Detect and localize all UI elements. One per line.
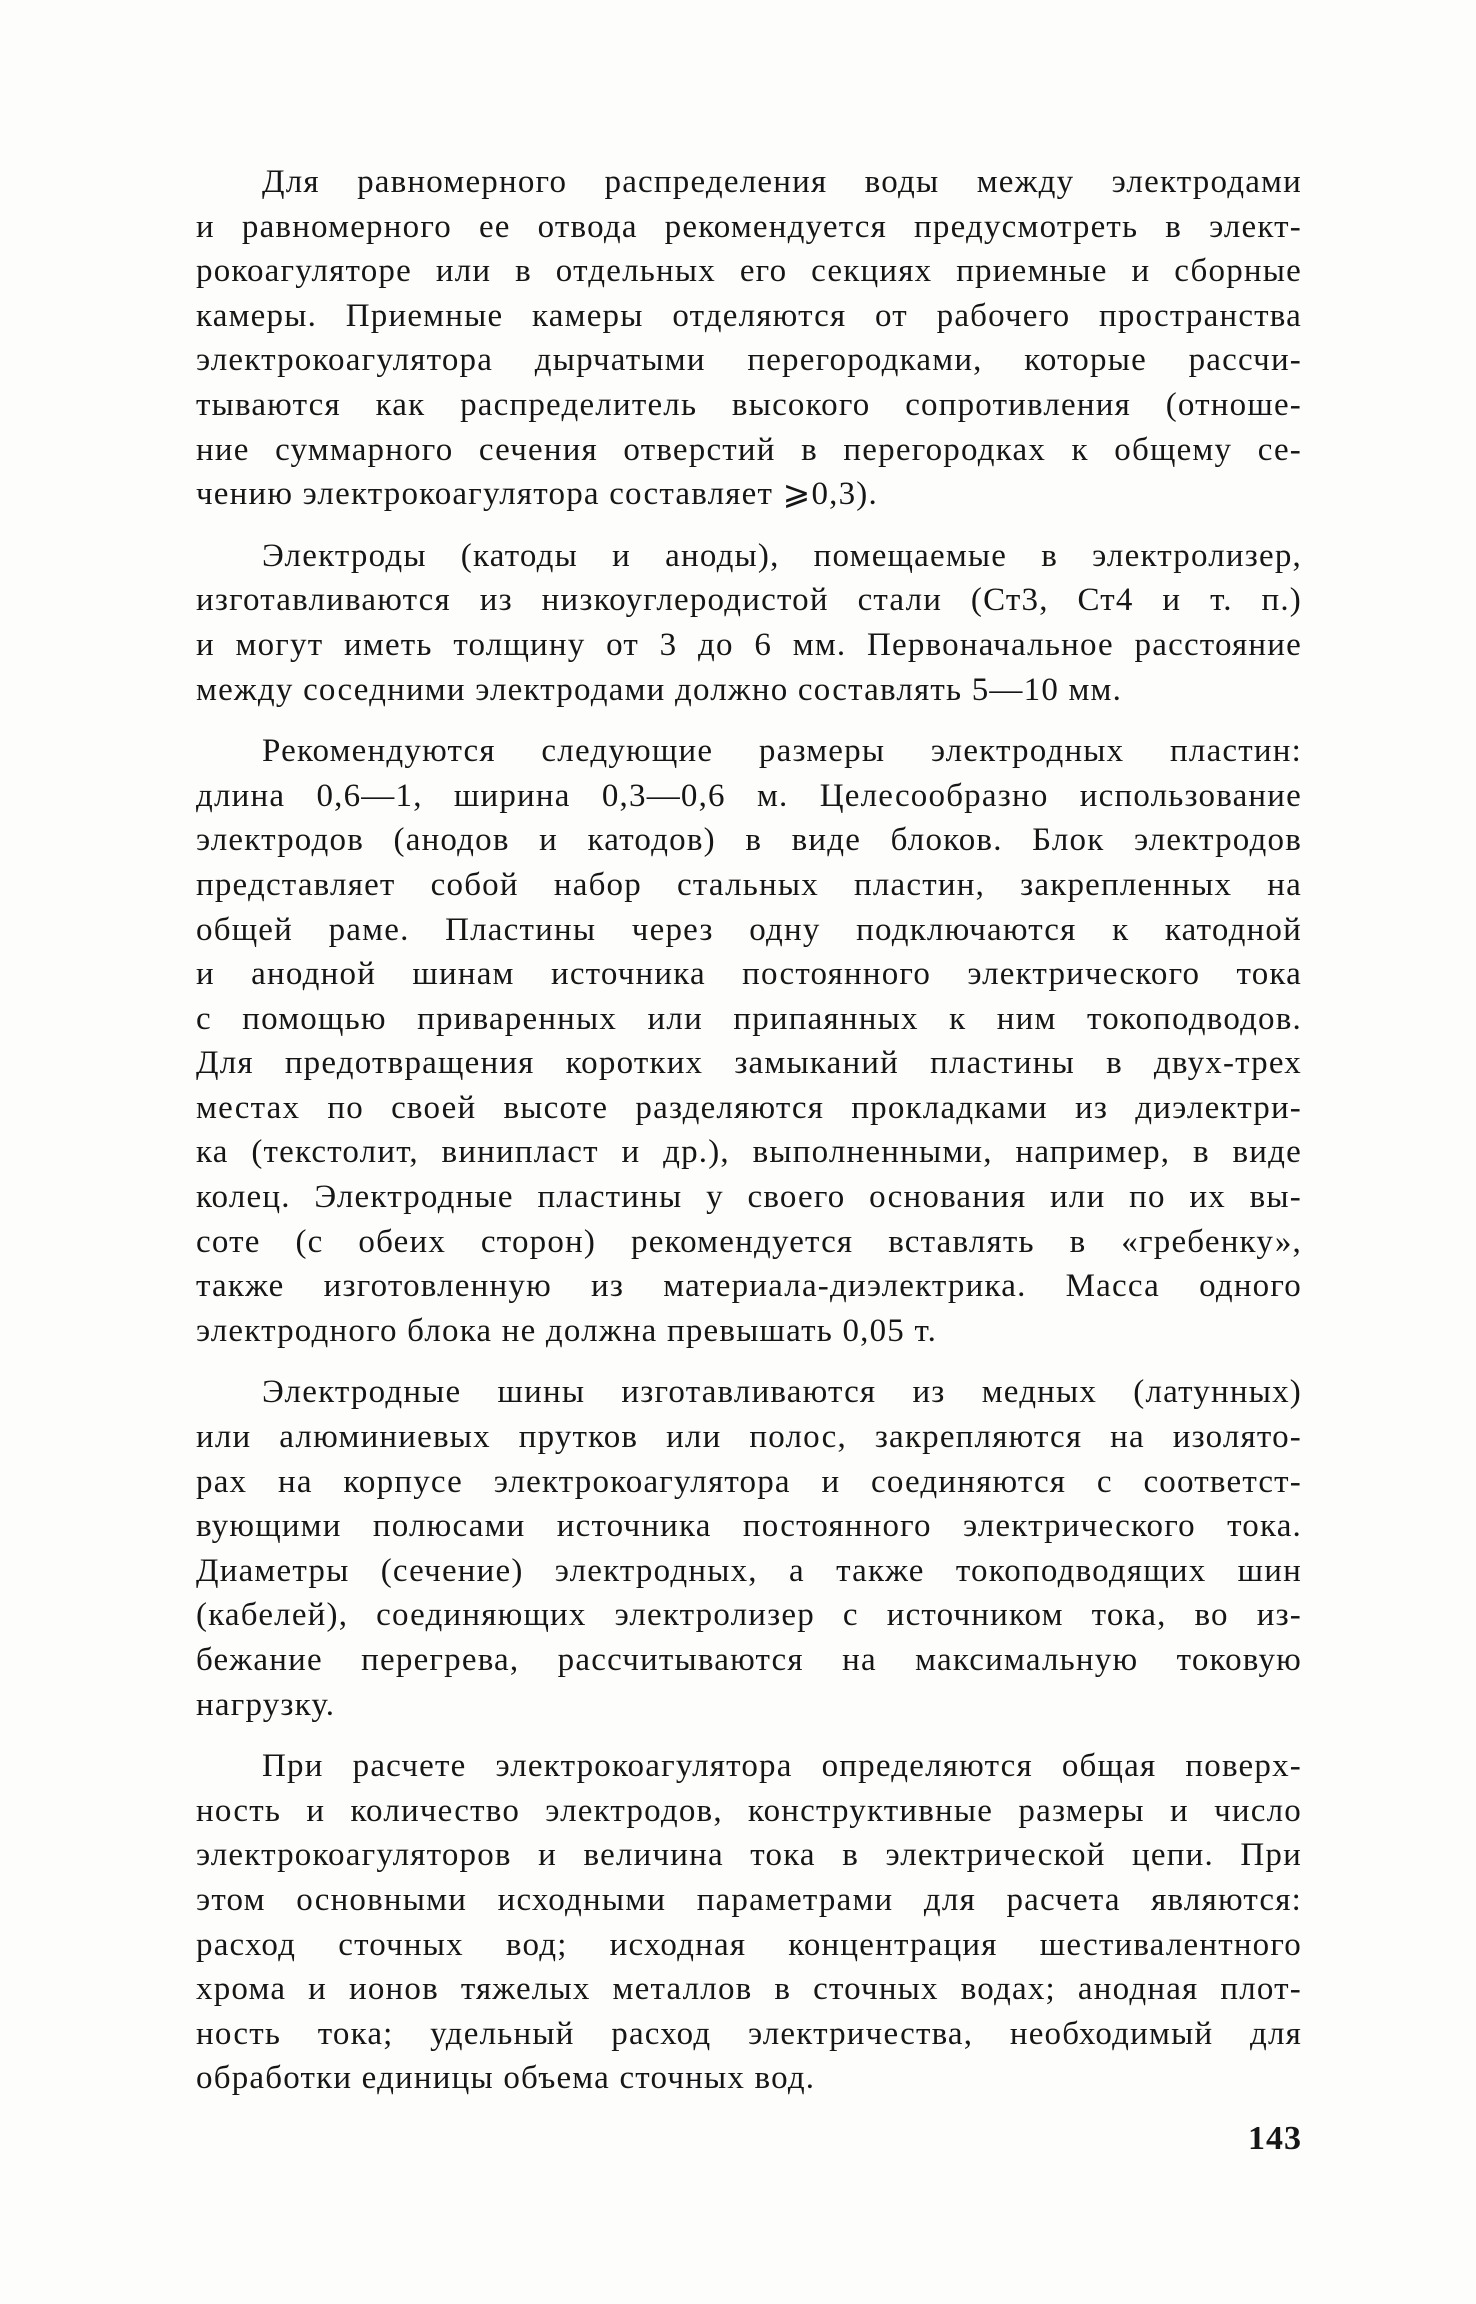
text-line: камеры. Приемные камеры отделяются от рабочего пространства — [196, 297, 1302, 334]
text-line: При расчете электрокоагулятора определяются общая поверх- — [262, 1748, 1302, 1785]
text-line: нагрузку. — [196, 1686, 336, 1723]
text-line: и анодной шинам источника постоянного электрического тока — [196, 956, 1302, 993]
text-line: чению электрокоагулятора составляет ⩾0,3). — [196, 476, 878, 513]
text-line: Электроды (катоды и аноды), помещаемые в электролизер, — [262, 537, 1302, 574]
text-line: Для равномерного распределения воды между электродами — [262, 164, 1302, 200]
text-line: Диаметры (сечение) электродных, а также токоподводящих шин — [196, 1552, 1302, 1589]
text-line: вующими полюсами источника постоянного электрического тока. — [196, 1508, 1302, 1545]
paragraph-busbars — [196, 1370, 1302, 1727]
text-line: тываются как распределитель высокого сопротивления (отноше- — [196, 386, 1302, 423]
text-line: хрома и ионов тяжелых металлов в сточных водах; анодная плот- — [196, 1971, 1302, 2008]
text-line: расход сточных вод; исходная концентрация шестивалентного — [196, 1926, 1302, 1963]
text-line: ность тока; удельный расход электричества, необходимый для — [196, 2015, 1302, 2052]
paragraph-electrodes — [196, 534, 1302, 712]
text-line: этом основными исходными параметрами для расчета являются: — [196, 1881, 1302, 1918]
text-line: соте (с обеих сторон) рекомендуется вставлять в «гребенку», — [196, 1223, 1302, 1260]
text-line: Для предотвращения коротких замыканий пластины в двух-трех — [196, 1045, 1302, 1082]
text-line: рах на корпусе электрокоагулятора и соединяются с соответст- — [196, 1463, 1302, 1500]
text-line: электрокоагуляторов и величина тока в электрической цепи. При — [196, 1837, 1302, 1874]
text-line: ность и количество электродов, конструктивные размеры и число — [196, 1792, 1302, 1829]
text-line: электродов (анодов и катодов) в виде блоков. Блок электродов — [196, 822, 1302, 859]
text-line: местах по своей высоте разделяются прокладками из диэлектри- — [196, 1089, 1302, 1126]
text-line: бежание перегрева, рассчитываются на максимальную токовую — [196, 1642, 1302, 1678]
text-line: ка (текстолит, винипласт и др.), выполненными, например, в виде — [196, 1134, 1302, 1171]
paragraph-plate-sizes — [196, 729, 1302, 1353]
text-line: Электродные шины изготавливаются из медных (латунных) — [262, 1374, 1302, 1411]
text-line: ние суммарного сечения отверстий в перегородках к общему се- — [196, 431, 1302, 468]
text-line: длина 0,6—1, ширина 0,3—0,6 м. Целесообразно использование — [196, 777, 1302, 814]
text-line: колец. Электродные пластины у своего основания или по их вы- — [196, 1179, 1302, 1216]
text-line: (кабелей), соединяющих электролизер с источником тока, во из- — [196, 1597, 1302, 1634]
text-line: и равномерного ее отвода рекомендуется предусмотреть в элект- — [196, 208, 1302, 245]
text-line: изготавливаются из низкоуглеродистой стали (Ст3, Ст4 и т. п.) — [196, 582, 1302, 619]
text-line: электродного блока не должна превышать 0,05 т. — [196, 1312, 938, 1349]
text-line: и могут иметь толщину от 3 до 6 мм. Первоначальное расстояние — [196, 626, 1302, 663]
text-line: общей раме. Пластины через одну подключаются к катодной — [196, 911, 1302, 948]
text-line: также изготовленную из материала-диэлектрика. Масса одного — [196, 1268, 1302, 1305]
text-line: обработки единицы объема сточных вод. — [196, 2060, 816, 2097]
text-line: электрокоагулятора дырчатыми перегородками, которые рассчи- — [196, 342, 1302, 379]
paragraph-calculation — [196, 1744, 1302, 2101]
text-line: рокоагуляторе или в отдельных его секциях приемные и сборные — [196, 253, 1302, 290]
text-line: представляет собой набор стальных пластин, закрепленных на — [196, 866, 1302, 903]
text-line: или алюминиевых прутков или полос, закрепляются на изолято- — [196, 1419, 1302, 1456]
paragraph-water-distribution — [196, 160, 1302, 517]
body-text — [196, 160, 1302, 2118]
text-line: Рекомендуются следующие размеры электродных пластин: — [262, 733, 1302, 770]
text-line: между соседними электродами должно составлять 5—10 мм. — [196, 671, 1123, 708]
text-line: с помощью приваренных или припаянных к ним токоподводов. — [196, 1000, 1302, 1037]
page-number: 143 — [1248, 2120, 1302, 2157]
